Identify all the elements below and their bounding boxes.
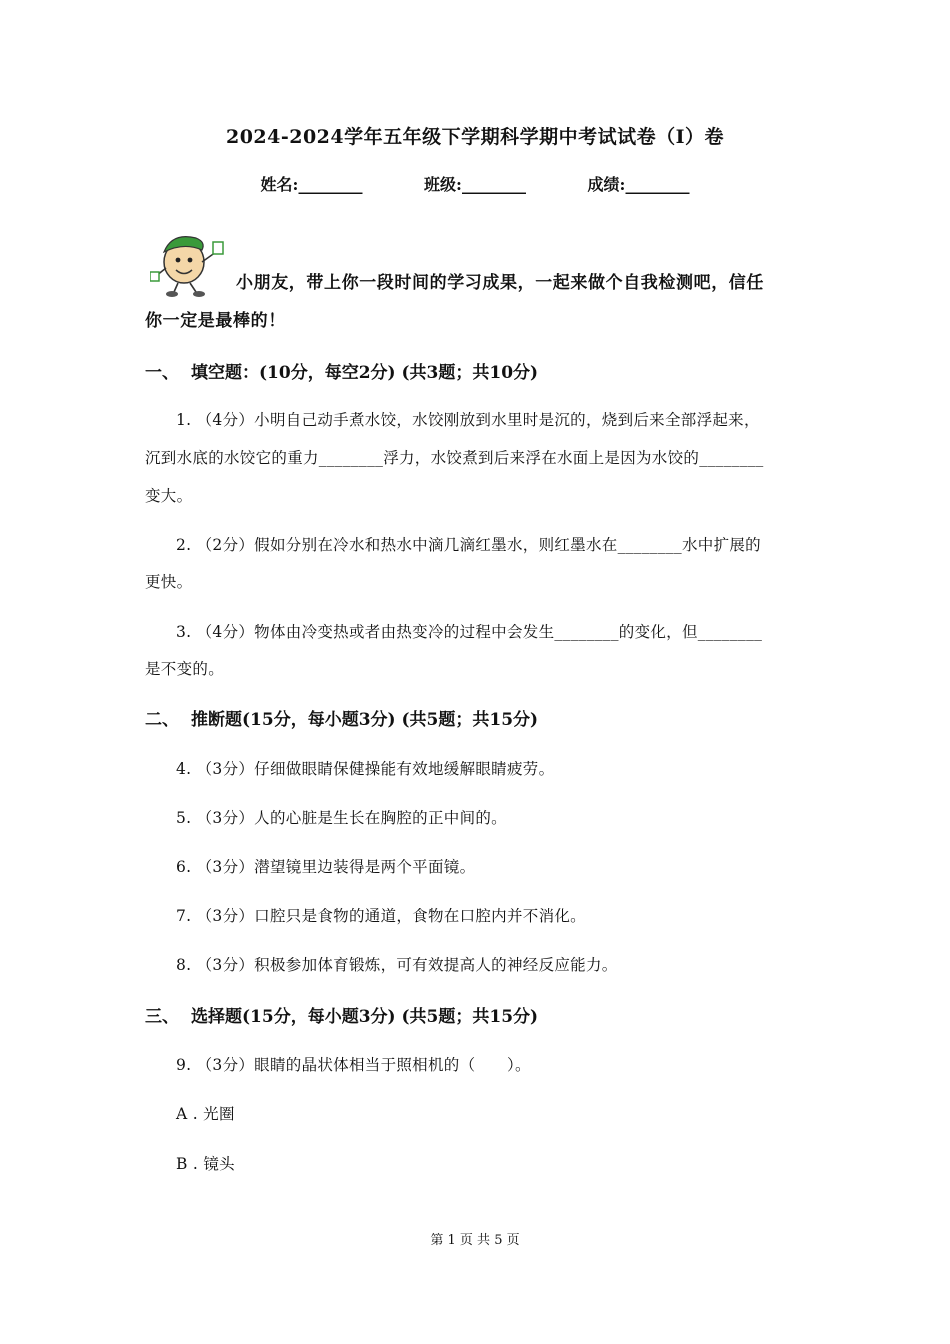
student-info-row <box>0 172 950 195</box>
section-title: 填空题：(10分，每空2分) (共3题；共10分) <box>191 363 539 383</box>
section-number: 三、 <box>145 1007 179 1027</box>
page-title: 2024-2024学年五年级下学期科学期中考试试卷（I）卷 <box>225 126 725 148</box>
question-8: 8. （3分）积极参加体育锻炼，可有效提高人的神经反应能力。 <box>176 956 618 974</box>
name-field: 姓名:________ <box>260 175 363 194</box>
question-9: 9. （3分）眼睛的晶状体相当于照相机的（ ）。 <box>176 1056 531 1074</box>
question-1-line-3: 变大。 <box>145 487 193 505</box>
section-number: 二、 <box>145 710 179 730</box>
intro-line-2: 你一定是最棒的！ <box>145 311 286 331</box>
question-9-option-b: B . 镜头 <box>176 1155 235 1173</box>
section-3-heading <box>145 1002 538 1027</box>
page-footer: 第 1 页 共 5 页 <box>430 1233 520 1248</box>
question-4: 4. （3分）仔细做眼睛保健操能有效地缓解眼睛疲劳。 <box>176 760 555 778</box>
section-title: 选择题(15分，每小题3分) (共5题；共15分) <box>191 1007 539 1027</box>
mascot-icon <box>150 228 230 298</box>
intro-line-1: 小朋友，带上你一段时间的学习成果，一起来做个自我检测吧，信任 <box>236 273 764 293</box>
question-2-line-1: 2. （2分）假如分别在冷水和热水中滴几滴红墨水，则红墨水在________水中扩展的 <box>176 536 761 554</box>
class-field: 班级:________ <box>424 175 526 194</box>
question-5: 5. （3分）人的心脏是生长在胸腔的正中间的。 <box>176 809 507 827</box>
question-3-line-1: 3. （4分）物体由冷变热或者由热变冷的过程中会发生________的变化，但________ <box>176 623 763 641</box>
section-number: 一、 <box>145 363 179 383</box>
question-9-option-a: A . 光圈 <box>176 1105 235 1123</box>
score-field: 成绩:________ <box>587 175 690 194</box>
question-6: 6. （3分）潜望镜里边装得是两个平面镜。 <box>176 858 476 876</box>
question-3-line-2: 是不变的。 <box>145 660 225 678</box>
section-2-heading <box>145 705 538 730</box>
section-title: 推断题(15分，每小题3分) (共5题；共15分) <box>191 710 539 730</box>
question-1-line-2: 沉到水底的水饺它的重力________浮力，水饺煮到后来浮在水面上是因为水饺的________ <box>145 449 764 467</box>
question-7: 7. （3分）口腔只是食物的通道，食物在口腔内并不消化。 <box>176 907 586 925</box>
question-2-line-2: 更快。 <box>145 573 193 591</box>
section-1-heading <box>145 358 538 383</box>
question-1-line-1: 1. （4分）小明自己动手煮水饺，水饺刚放到水里时是沉的，烧到后来全部浮起来， <box>176 411 760 429</box>
